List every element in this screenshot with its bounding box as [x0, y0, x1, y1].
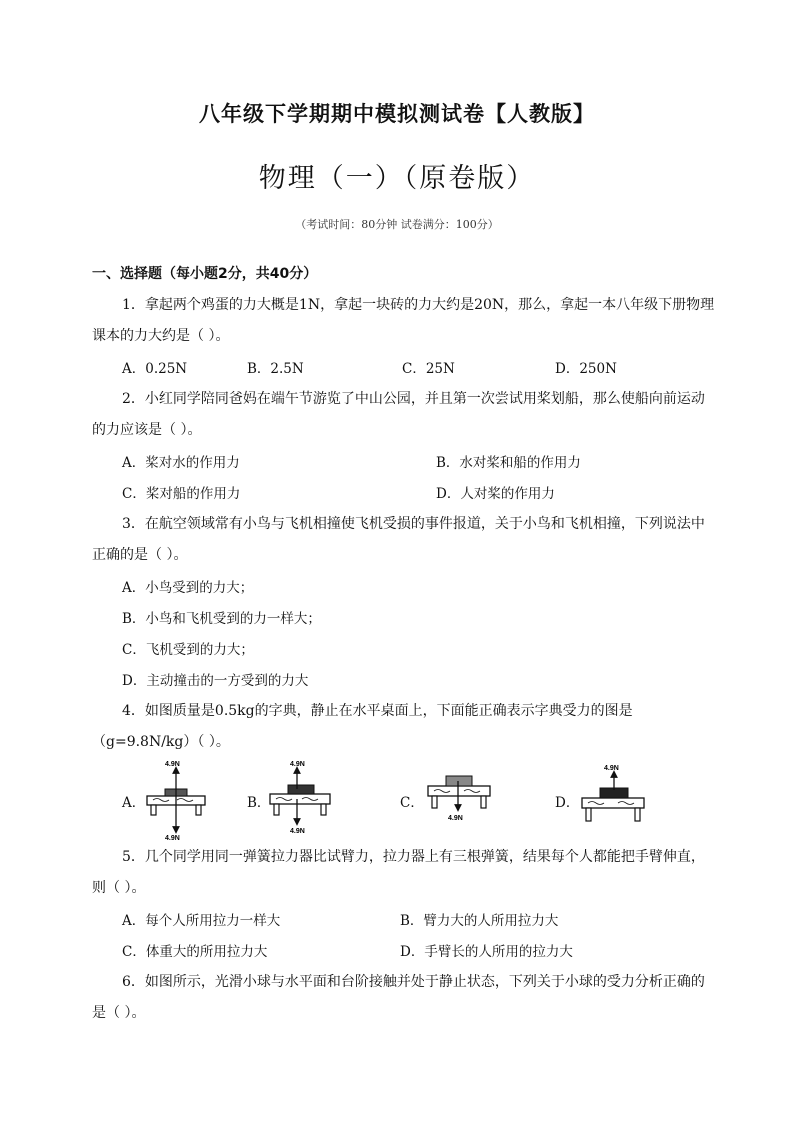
question-6-line1: 6．如图所示，光滑小球与水平面和台阶接触并处于静止状态，下列关于小球的受力分析正确的 [122, 974, 705, 990]
question-2-line1: 2．小红同学陪同爸妈在端午节游览了中山公园，并且第一次尝试用桨划船，那么使船向前运动 [122, 391, 705, 407]
dictionary-block [446, 776, 472, 786]
question-2-option-a: A．桨对水的作用力 [122, 455, 240, 471]
question-4-option-b: B． [247, 795, 271, 811]
figure-4a-label-top: 4.9N [165, 761, 180, 768]
figure-4b-label-top: 4.9N [290, 761, 305, 768]
question-4-option-c: C． [400, 795, 424, 811]
figure-4a-label-bottom: 4.9N [165, 835, 180, 842]
figure-4b-label-bottom: 4.9N [290, 828, 305, 835]
question-4-option-a: A． [122, 795, 146, 811]
section-heading-choice: 一、选择题（每小题2分，共40分） [92, 266, 318, 282]
table-top [270, 794, 330, 804]
question-6-line2: 是（ ）。 [92, 1005, 146, 1021]
table-top [428, 786, 490, 796]
question-5-option-a: A．每个人所用拉力一样大 [122, 913, 281, 929]
question-1-line2: 课本的力大约是（ ）。 [92, 328, 230, 344]
question-5-line1: 5．几个同学用同一弹簧拉力器比试臂力，拉力器上有三根弹簧，结果每个人都能把手臂伸直， [122, 849, 705, 865]
question-3-line2: 正确的是（ ）。 [92, 547, 188, 563]
question-3-line1: 3．在航空领域常有小鸟与飞机相撞使飞机受损的事件报道，关于小鸟和飞机相撞，下列说法中 [122, 516, 705, 532]
figure-4b-force-diagram [264, 760, 334, 838]
question-4-option-d: D． [555, 795, 580, 811]
question-5-option-d: D．手臂长的人所用的拉力大 [400, 944, 573, 960]
question-4-line2: （g=9.8N/kg）（ ）。 [92, 734, 230, 750]
figure-4d-label: 4.9N [604, 765, 619, 772]
question-2-option-b: B．水对桨和船的作用力 [436, 455, 581, 471]
figure-4a-force-diagram [143, 758, 209, 842]
question-3-option-b: B．小鸟和飞机受到的力一样大； [122, 611, 321, 627]
question-5-line2: 则（ ）。 [92, 880, 146, 896]
question-1-option-b: B．2.5N [247, 361, 304, 377]
question-2-option-d: D．人对桨的作用力 [436, 486, 555, 502]
question-1-option-a: A．0.25N [122, 361, 188, 377]
question-1-option-c: C．25N [402, 361, 455, 377]
figure-4c-force-diagram [424, 766, 494, 824]
question-1-line1: 1．拿起两个鸡蛋的力大概是1N，拿起一块砖的力大约是20N，那么，拿起一本八年级下册物理 [122, 297, 715, 313]
figure-4c-label: 4.9N [448, 815, 463, 822]
table-top [582, 798, 644, 808]
exam-title: 八年级下学期期中模拟测试卷【人教版】 [199, 102, 595, 126]
dictionary-block [288, 785, 314, 794]
question-5-option-b: B．臂力大的人所用拉力大 [400, 913, 559, 929]
exam-subtitle: 物理（一）（原卷版） [258, 163, 536, 194]
question-3-option-c: C．飞机受到的力大； [122, 642, 254, 658]
question-1-option-d: D．250N [555, 361, 617, 377]
exam-meta: （考试时间：80分钟 试卷满分：100分） [295, 218, 499, 231]
question-2-option-c: C．桨对船的作用力 [122, 486, 241, 502]
question-5-option-c: C．体重大的所用拉力大 [122, 944, 268, 960]
figure-4d-force-diagram [578, 762, 648, 832]
question-3-option-d: D．主动撞击的一方受到的力大 [122, 673, 309, 689]
question-4-line1: 4．如图质量是0.5kg的字典，静止在水平桌面上，下面能正确表示字典受力的图是 [122, 703, 633, 719]
question-3-option-a: A．小鸟受到的力大； [122, 580, 254, 596]
question-2-line2: 的力应该是（ ）。 [92, 422, 202, 438]
